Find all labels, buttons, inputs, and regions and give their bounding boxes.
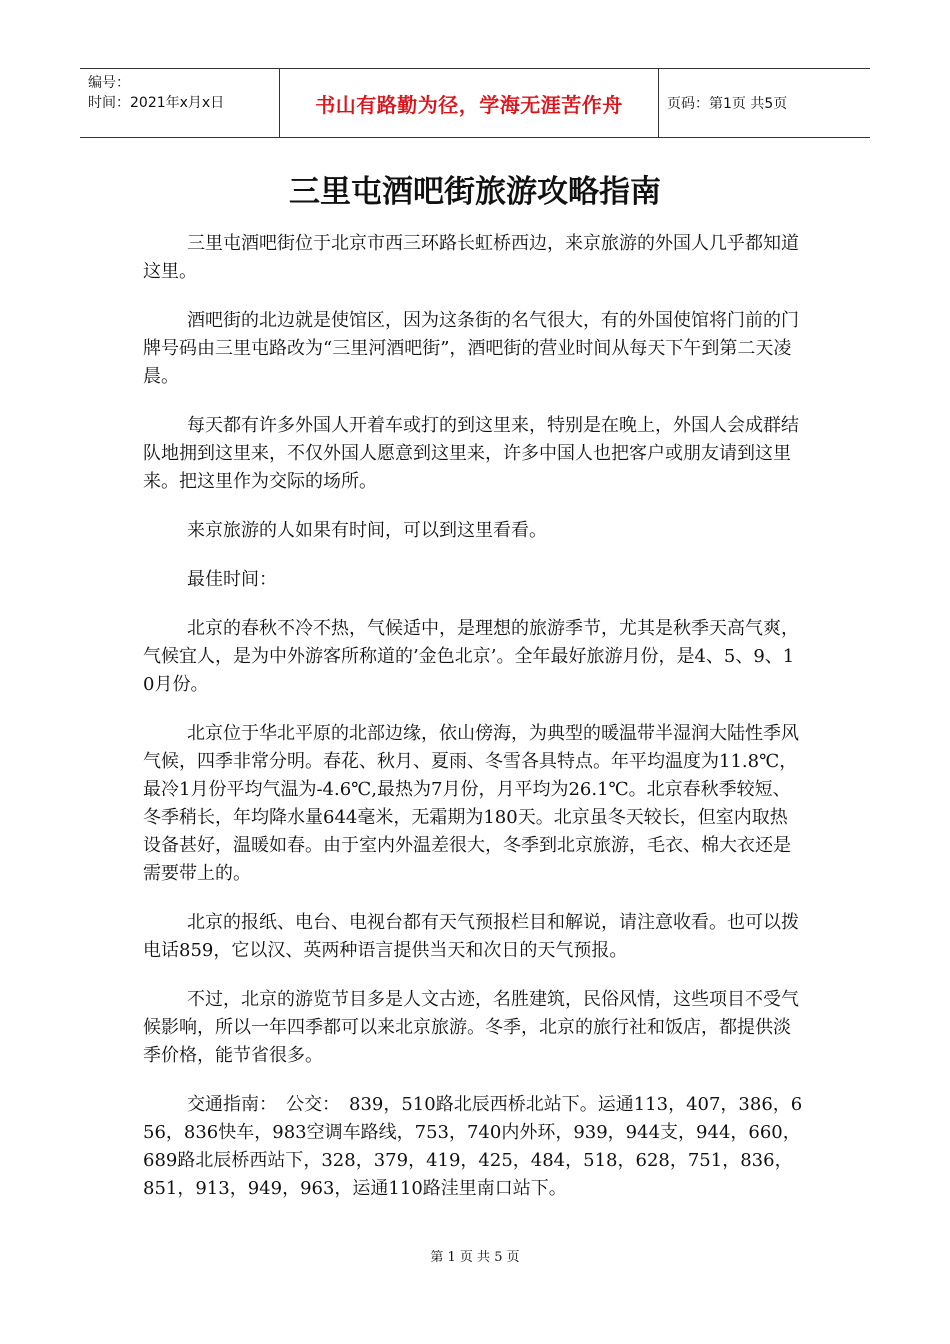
paragraph: 酒吧街的北边就是使馆区，因为这条街的名气很大，有的外国使馆将门前的门牌号码由三里屯路改为“三里河酒吧街”，酒吧街的营业时间从每天下午到第二天凌晨。 <box>143 310 799 387</box>
paragraph: 最佳时间： <box>187 569 277 590</box>
paragraph: 北京的春秋不冷不热，气候适中，是理想的旅游季节，尤其是秋季天高气爽，气候宜人，是为中外游客所称道的’金色北京’。全年最好旅游月份，是4、5、9、10月份。 <box>143 618 799 695</box>
paragraph: 每天都有许多外国人开着车或打的到这里来，特别是在晚上，外国人会成群结队地拥到这里来，不仅外国人愿意到这里来，许多中国人也把客户或朋友请到这里来。把这里作为交际的场所。 <box>143 415 799 492</box>
paragraph: 不过，北京的游览节目多是人文古迹，名胜建筑，民俗风情，这些项目不受气候影响，所以一年四季都可以来北京旅游。冬季，北京的旅行社和饭店，都提供淡季价格，能节省很多。 <box>143 989 799 1066</box>
document-time: 时间：2021年x月x日 <box>88 95 225 111</box>
page-header <box>80 68 870 138</box>
header-meta <box>80 69 280 137</box>
header-page-info: 页码：第1页 共5页 <box>667 96 788 112</box>
document-number: 编号： <box>88 75 130 91</box>
paragraph: 北京位于华北平原的北部边缘，依山傍海，为典型的暖温带半湿润大陆性季风气候，四季非常分明。春花、秋月、夏雨、冬雪各具特点。年平均温度为11.8℃，最冷1月份平均气温为-4.6℃,最热为7月份，月平均为26.1℃。北京春秋季较短、冬季稍长，年均降水量644毫米，无霜期为180天。北京虽冬天较长，但室内取热设备甚好，温暖如春。由于室内外温差很大，冬季到北京旅游，毛衣、棉大衣还是需要带上的。 <box>143 723 799 884</box>
paragraph: 来京旅游的人如果有时间，可以到这里看看。 <box>187 520 547 541</box>
page-title: 三里屯酒吧街旅游攻略指南 <box>289 174 661 210</box>
header-motto: 书山有路勤为径，学海无涯苦作舟 <box>280 69 659 137</box>
document-body <box>143 230 803 1224</box>
paragraph: 北京的报纸、电台、电视台都有天气预报栏目和解说，请注意收看。也可以拨电话859，它以汉、英两种语言提供当天和次日的天气预报。 <box>143 912 799 961</box>
paragraph: 交通指南： 公交： 839，510路北辰西桥北站下。运通113，407，386，656，836快车，983空调车路线，753，740内外环，939，944支，944，660，689路北辰桥西站下，328，379，419，425，484，518，628，751，836，851，913，949，963，运通110路洼里南口站下。 <box>143 1094 803 1199</box>
paragraph: 三里屯酒吧街位于北京市西三环路长虹桥西边，来京旅游的外国人几乎都知道这里。 <box>143 233 799 282</box>
page-footer: 第 1 页 共 5 页 <box>430 1250 520 1265</box>
